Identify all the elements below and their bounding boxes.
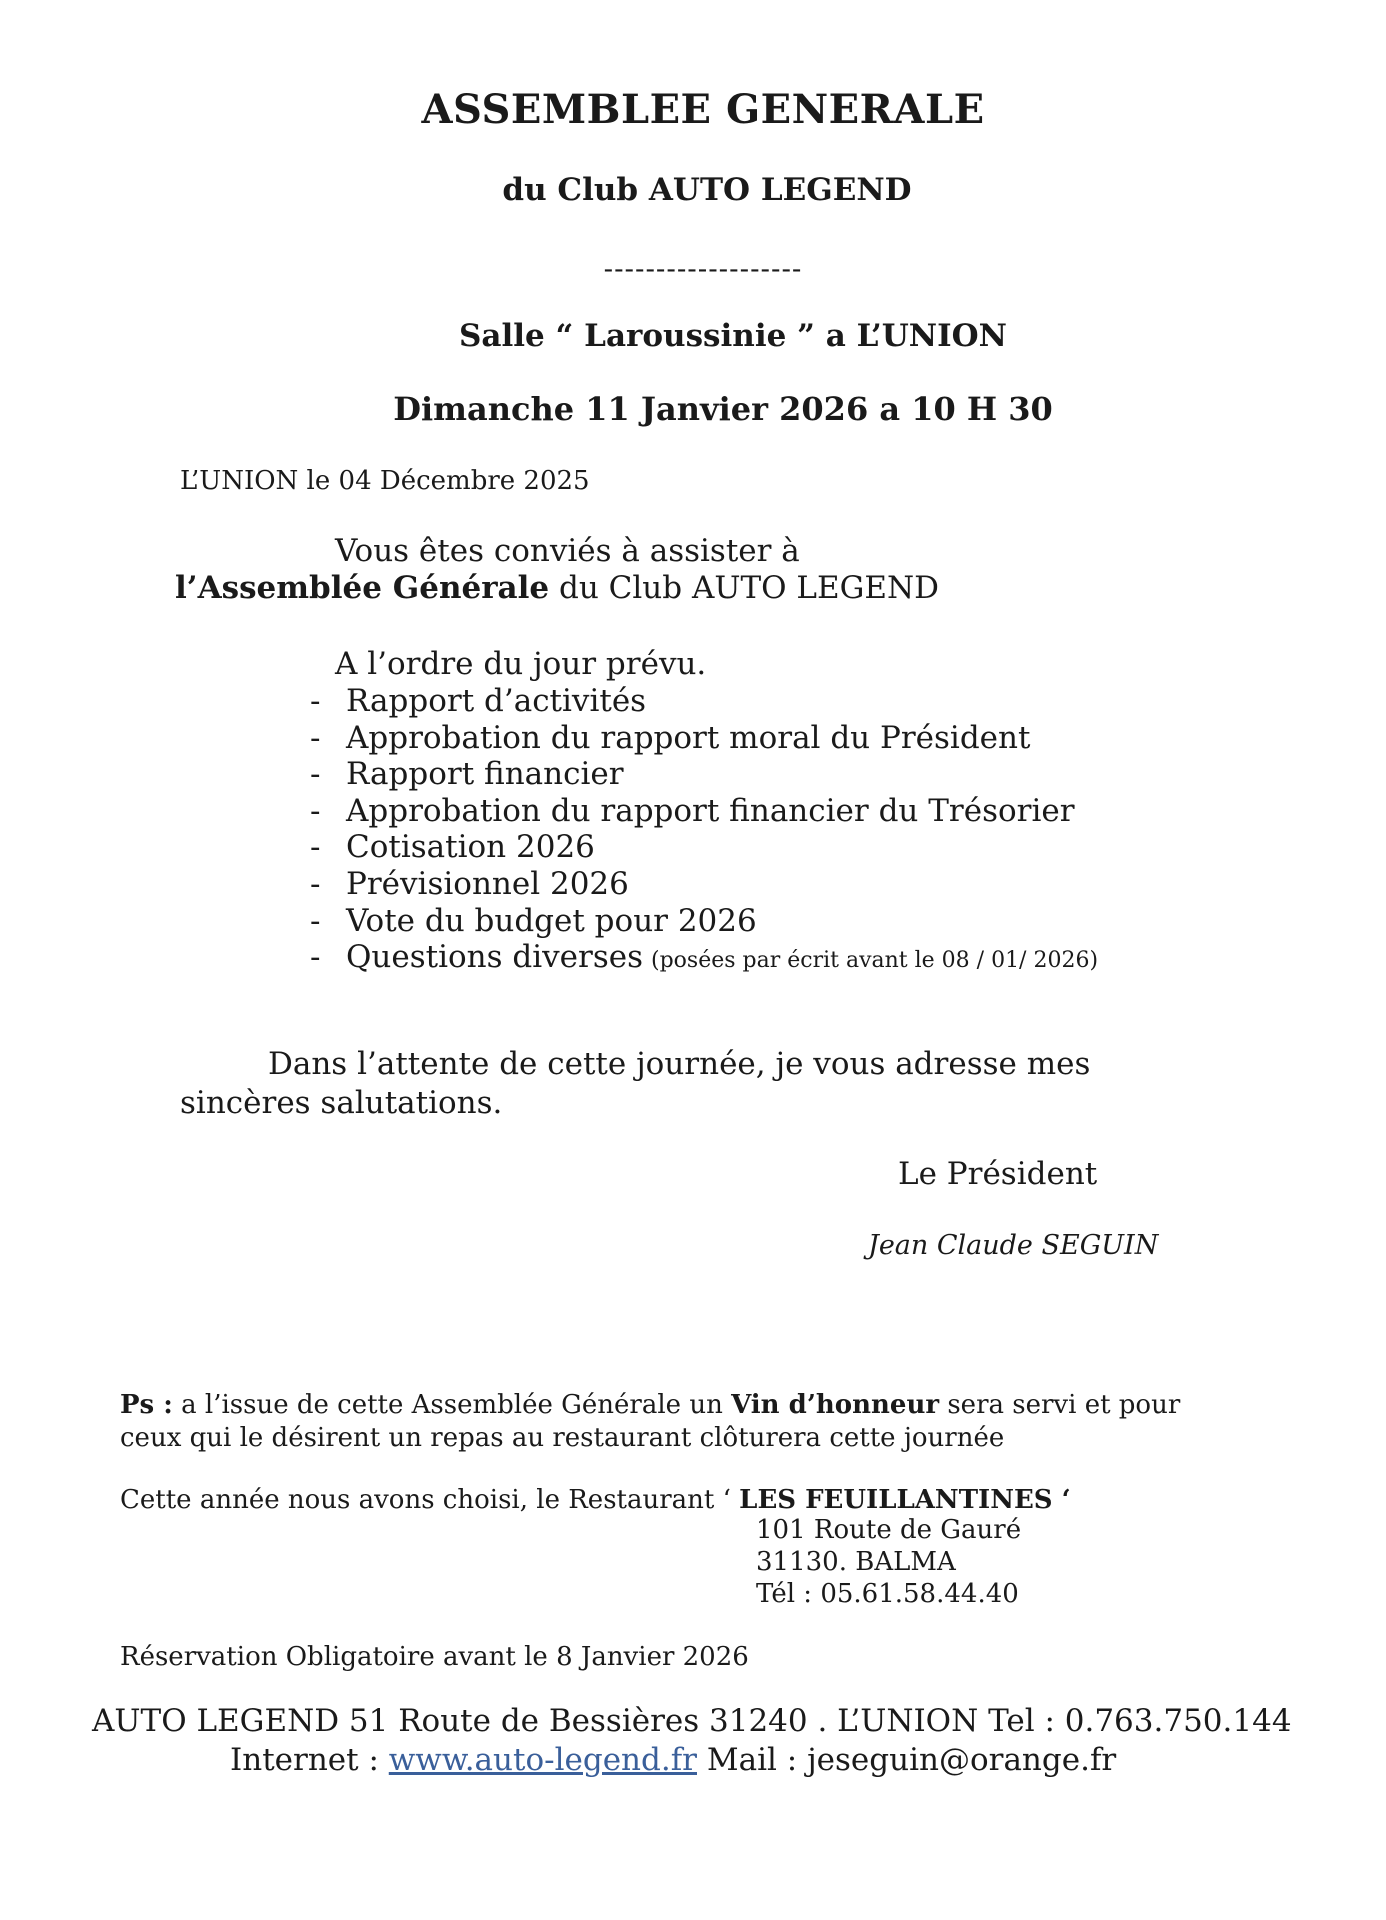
ps-text-a: a l’issue de cette Assemblée Générale un [172,1390,732,1420]
agenda-dash: - [310,719,321,756]
ps-label: Ps : [120,1390,173,1420]
ps-bold-text: Vin d’honneur [731,1390,940,1420]
agenda-item [310,939,1098,976]
postscript-line-1 [120,1390,1180,1420]
agenda-dash: - [310,756,321,793]
closing-line-2: sincères salutations. [180,1085,503,1121]
title-divider: ------------------- [603,252,803,285]
reservation-notice: Réservation Obligatoire avant le 8 Janvier 2026 [120,1642,749,1672]
agenda-item-text: Rapport financier [346,756,624,793]
invite-bold-text: l’Assemblée Générale [175,570,550,606]
restaurant-address-line-1: 101 Route de Gauré [756,1515,1022,1545]
restaurant-address-line-2: 31130. BALMA [756,1547,956,1577]
page-subtitle: du Club AUTO LEGEND [502,172,912,208]
mail-label: Mail : [697,1742,808,1778]
restaurant-name: LES FEUILLANTINES ‘ [739,1485,1071,1515]
agenda-item [310,720,1098,757]
signature-title: Le Président [898,1156,1098,1192]
restaurant-phone: Tél : 05.61.58.44.40 [756,1579,1019,1609]
restaurant-intro: Cette année nous avons choisi, le Restaurant ‘ [120,1485,740,1515]
agenda-dash: - [310,829,321,866]
venue-line: Salle “ Laroussinie ” a L’UNION [459,318,1007,354]
agenda-item-text: Questions diverses [346,939,643,976]
event-date: Dimanche 11 Janvier 2026 a 10 H 30 [393,390,1053,428]
agenda-dash: - [310,865,321,902]
agenda-dash: - [310,902,321,939]
signature-name: Jean Claude SEGUIN [868,1230,1159,1261]
agenda-item [310,683,1098,720]
letter-place-date: L’UNION le 04 Décembre 2025 [180,466,590,496]
invite-line-1: Vous êtes conviés à assister à [335,533,800,569]
agenda-item-text: Rapport d’activités [346,683,647,719]
internet-label: Internet : [230,1742,389,1778]
agenda-item-text: Prévisionnel 2026 [346,865,629,902]
postscript-line-2: ceux qui le désirent un repas au restaurant clôturera cette journée [120,1423,1005,1453]
agenda-dash: - [310,939,321,976]
agenda-item [310,793,1098,830]
closing-line-1: Dans l’attente de cette journée, je vous adresse mes [268,1046,1091,1082]
questions-note: (posées par écrit avant le 08 / 01/ 2026) [651,948,1099,974]
agenda-item [310,866,1098,903]
invite-rest-text: du Club [549,570,692,606]
agenda-dash: - [310,792,321,829]
agenda-item [310,756,1098,793]
agenda-item-text: Cotisation 2026 [346,829,595,866]
ps-text-b: sera servi et pour [939,1390,1181,1420]
footer-address: AUTO LEGEND 51 Route de Bessières 31240 . L’UNION Tel : 0.763.750.144 [92,1703,1292,1739]
website-link[interactable]: www.auto-legend.fr [388,1742,697,1778]
restaurant-line [120,1485,1071,1515]
agenda-item [310,829,1098,866]
agenda-intro: A l’ordre du jour prévu. [335,646,707,682]
agenda-item-text: Approbation du rapport moral du Président [346,719,1031,756]
agenda-item-text: Approbation du rapport financier du Trésorier [346,792,1075,829]
page-title: ASSEMBLEE GENERALE [421,86,985,133]
email-address: jeseguin@orange.fr [807,1742,1117,1778]
invite-line-2 [175,570,939,606]
agenda-item-text: Vote du budget pour 2026 [346,902,757,939]
agenda-dash: - [310,683,321,719]
agenda-list [310,683,1098,976]
invite-club-name: AUTO LEGEND [691,570,939,606]
footer-contact [230,1742,1116,1778]
agenda-item [310,903,1098,940]
